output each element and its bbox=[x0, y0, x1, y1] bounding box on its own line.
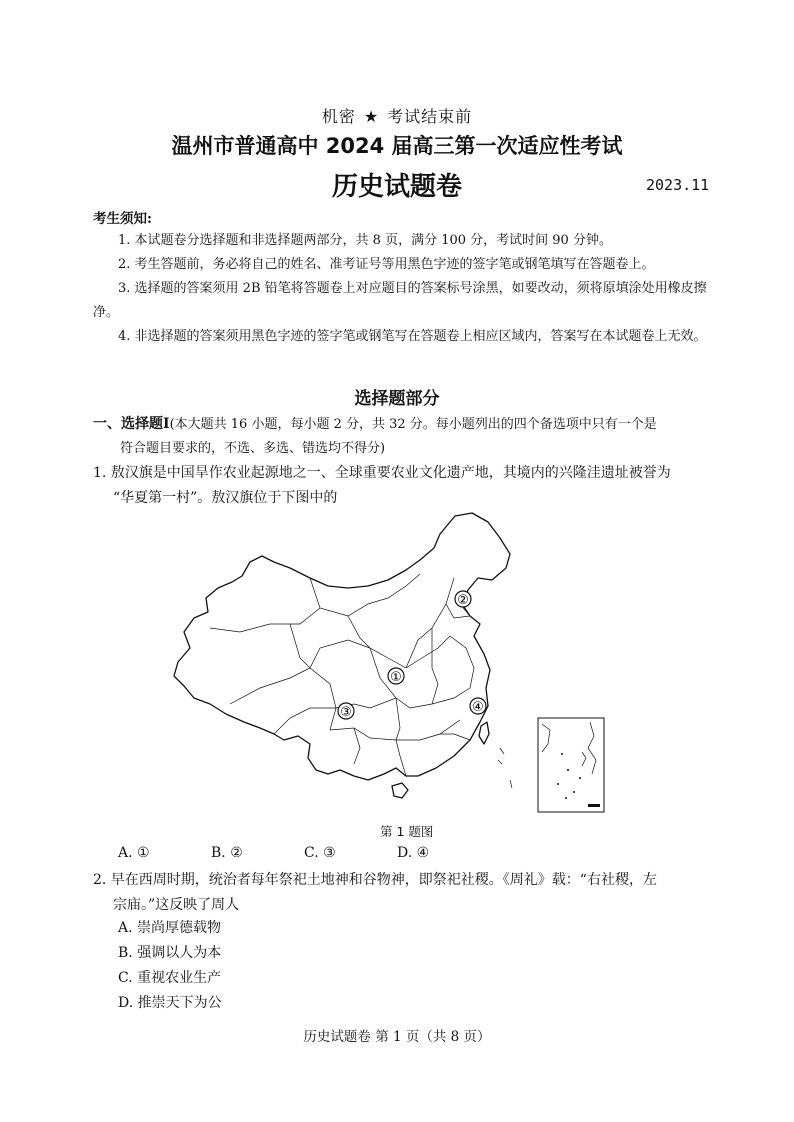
coastal-islands bbox=[498, 748, 512, 788]
marker-3 bbox=[338, 703, 354, 720]
marker-3-label: ③ bbox=[340, 705, 352, 720]
q1-options bbox=[118, 845, 490, 861]
q1-stem-2: “华夏第一村”。敖汉旗位于下图中的 bbox=[113, 490, 338, 506]
q2-option-c: C. 重视农业生产 bbox=[118, 970, 222, 986]
province-border bbox=[290, 624, 336, 730]
part1-desc-2: 符合题目要求的，不选、多选、错选均不得分) bbox=[120, 441, 386, 456]
notice-item: 2. 考生答题前，务必将自己的姓名、准考证号等用黑色字迹的签字笔或钢笔填写在答题卷上。 bbox=[118, 257, 655, 272]
notice-list bbox=[93, 229, 723, 349]
province-border bbox=[432, 628, 438, 704]
marker-4 bbox=[470, 698, 486, 715]
q1-option-d: D. ④ bbox=[397, 845, 430, 861]
china-map bbox=[170, 508, 620, 818]
province-border bbox=[406, 578, 454, 668]
marker-2 bbox=[455, 591, 471, 608]
confidential-line bbox=[0, 104, 794, 127]
q2-option-d: D. 推崇天下为公 bbox=[118, 995, 222, 1011]
marker-2-label: ② bbox=[457, 593, 469, 608]
q2-option-b: B. 强调以人为本 bbox=[118, 945, 222, 961]
notice-heading: 考生须知: bbox=[93, 211, 152, 227]
part1-desc-1: (本大题共 16 小题，每小题 2 分，共 32 分。每小题列出的四个备选项中只有一个是 bbox=[169, 417, 657, 432]
q2-option-a: A. 崇尚厚德载物 bbox=[118, 920, 222, 936]
before-end-label: 考试结束前 bbox=[387, 107, 473, 126]
q1-stem-1: 1. 敖汉旗是中国旱作农业起源地之一、全球重要农业文化遗产地，其境内的兴隆洼遗址被誉为 bbox=[93, 465, 671, 481]
map-outline bbox=[174, 513, 510, 780]
q1-option-a: A. ① bbox=[118, 845, 150, 861]
q1-option-b: B. ② bbox=[211, 845, 243, 861]
notice-item: 1. 本试题卷分选择题和非选择题两部分，共 8 页，满分 100 分，考试时间 90 分钟。 bbox=[118, 233, 612, 248]
marker-4-label: ④ bbox=[472, 700, 484, 715]
province-border bbox=[440, 734, 470, 740]
exam-date: 2023.11 bbox=[646, 176, 710, 194]
hainan-outline bbox=[392, 783, 408, 798]
exam-title: 温州市普通高中 2024 届高三第一次适应性考试 bbox=[171, 134, 623, 158]
confidential-label: 机密 bbox=[321, 107, 356, 126]
province-border bbox=[230, 640, 370, 704]
province-border bbox=[330, 720, 460, 740]
section-title: 选择题部分 bbox=[354, 389, 440, 409]
page-footer: 历史试题卷 第 1 页（共 8 页） bbox=[303, 1029, 491, 1045]
question-2 bbox=[93, 868, 723, 918]
q2-options bbox=[118, 916, 222, 1016]
south-china-sea-inset bbox=[538, 718, 604, 812]
taiwan-outline bbox=[479, 722, 489, 744]
province-border bbox=[310, 574, 420, 616]
figure-caption: 第 1 题图 bbox=[380, 824, 434, 839]
province-border bbox=[450, 636, 474, 688]
notice-item: 3. 选择题的答案须用 2B 铅笔将答题卷上对应题目的答案标号涂黑，如要改动，须将原填涂处用橡皮擦净。 bbox=[93, 281, 707, 320]
province-border bbox=[396, 698, 406, 776]
q2-stem-2: 宗庙。”这反映了周人 bbox=[113, 897, 240, 913]
part1-instructions bbox=[93, 412, 723, 461]
province-border bbox=[370, 648, 470, 708]
q2-stem-1: 2. 早在西周时期，统治者每年祭祀土地神和谷物神，即祭祀社稷。《周礼》载：“右社稷，左 bbox=[93, 872, 657, 888]
question-1 bbox=[93, 461, 723, 511]
notice-item: 4. 非选择题的答案须用黑色字迹的签字笔或钢笔写在答题卷上相应区域内，答案写在本试题卷上无效。 bbox=[118, 329, 707, 344]
part1-lead: 一、选择题Ⅰ bbox=[93, 416, 170, 432]
province-border bbox=[354, 728, 360, 764]
q1-option-c: C. ③ bbox=[304, 845, 336, 861]
marker-1 bbox=[388, 668, 404, 685]
star-icon: ★ bbox=[363, 107, 380, 126]
province-border bbox=[210, 608, 320, 632]
marker-1-label: ① bbox=[390, 670, 402, 685]
subject-title: 历史试题卷 bbox=[331, 172, 462, 202]
